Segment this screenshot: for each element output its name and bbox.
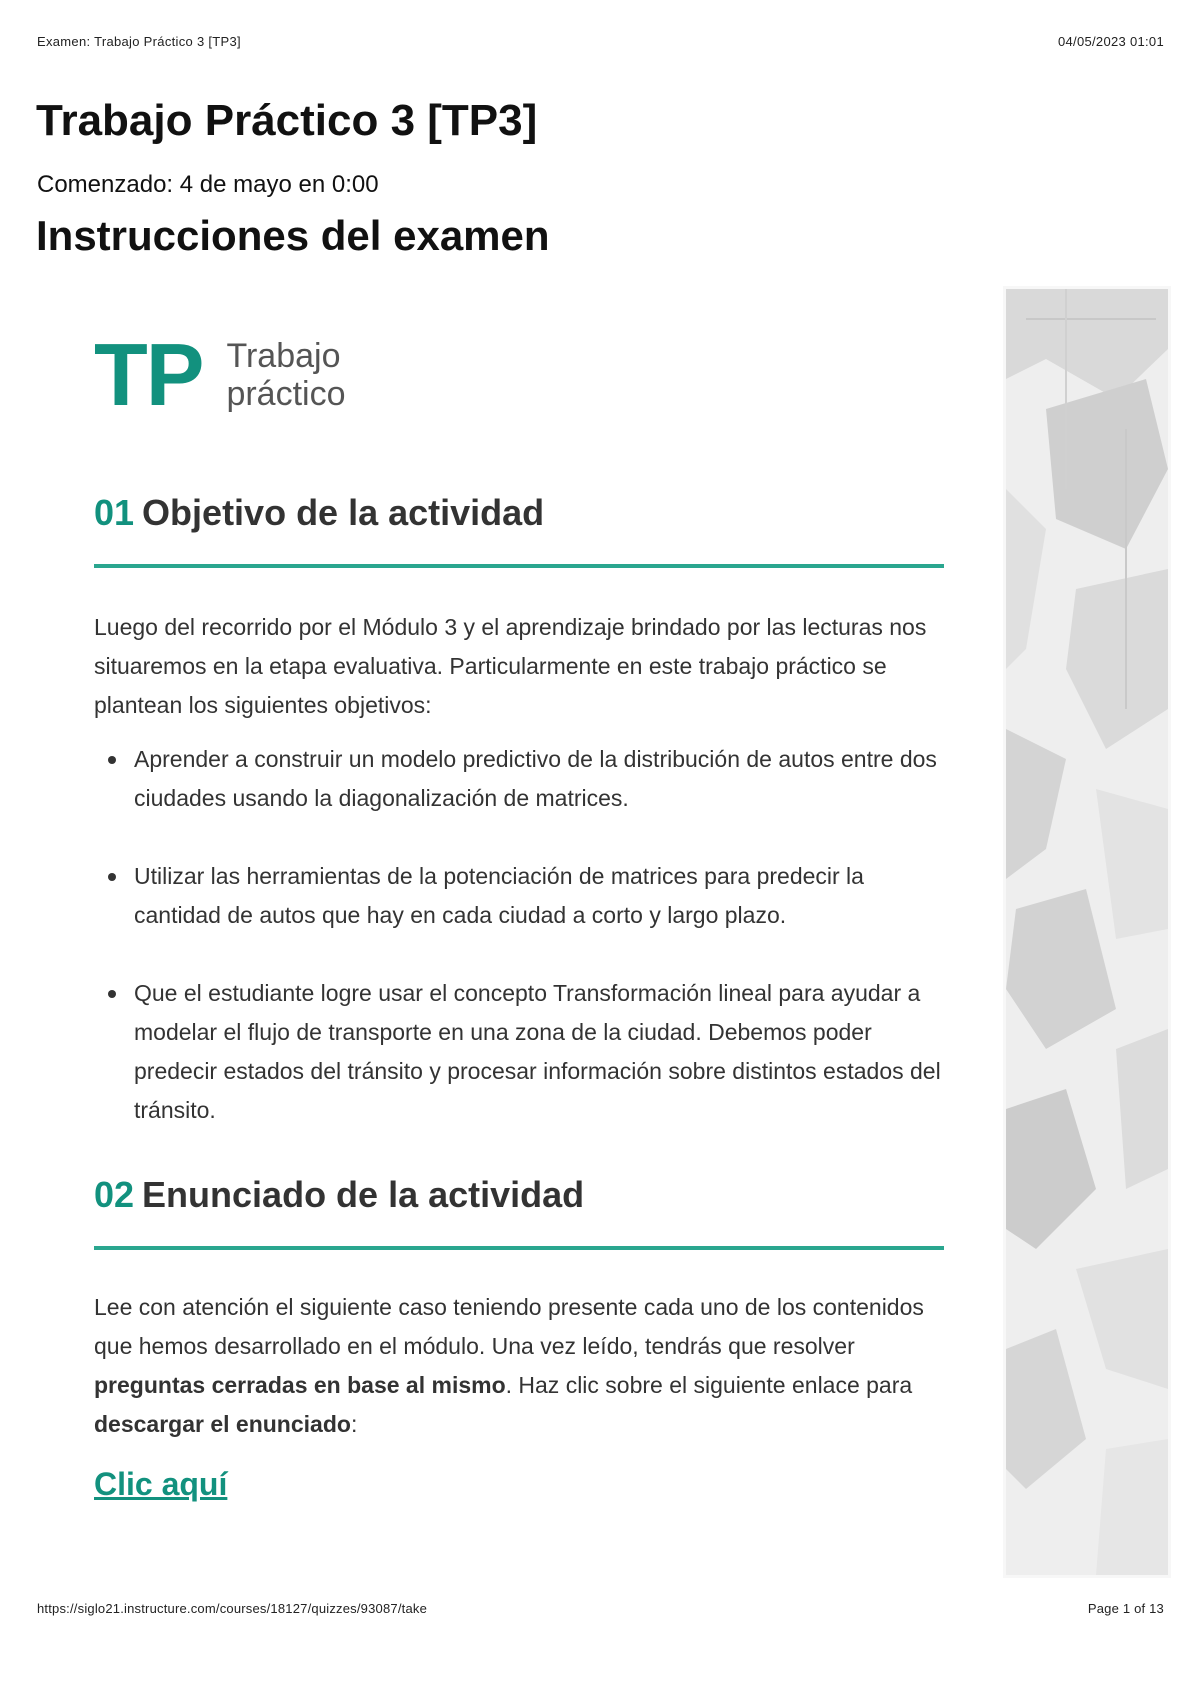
section-1-number: 01 [94, 492, 135, 533]
list-item: Que el estudiante logre usar el concepto Transformación lineal para ayudar a modelar el flujo de transporte en una zona de la ciudad. Debemos poder predecir estados del tránsito y procesar información sobre distintos estados del tránsito. [94, 974, 944, 1130]
section-2-divider [94, 1246, 944, 1250]
section-2-title: Enunciado de la actividad [142, 1174, 585, 1215]
instructions-heading: Instrucciones del examen [36, 212, 550, 259]
section-2-heading [94, 1174, 944, 1216]
list-item: Aprender a construir un modelo predictivo de la distribución de autos entre dos ciudades usando la diagonalización de matrices. [94, 740, 944, 818]
tp-logo-text [226, 337, 345, 413]
download-link[interactable]: Clic aquí [94, 1466, 228, 1502]
print-header-datetime: 04/05/2023 01:01 [1057, 34, 1164, 49]
section-2-number: 02 [94, 1174, 135, 1215]
tp-logo [94, 325, 944, 424]
print-footer-url: https://siglo21.instructure.com/courses/18127/quizzes/93087/take [37, 1601, 428, 1616]
instructions-content [94, 325, 944, 1503]
list-item: Utilizar las herramientas de la potenciación de matrices para predecir la cantidad de autos que hay en cada ciudad a corto y largo plazo. [94, 857, 944, 935]
abstract-pattern-graphic [1006, 289, 1168, 1575]
section-1-intro: Luego del recorrido por el Módulo 3 y el aprendizaje brindado por las lecturas nos situaremos en la etapa evaluativa. Particularmente en este trabajo práctico se plantean los siguientes objetivos: [94, 614, 927, 718]
tp-logo-mark: TP [94, 325, 203, 424]
section-2-paragraph [94, 1288, 944, 1444]
section-1-heading [94, 492, 944, 534]
section-2-text-3: : [350, 1411, 358, 1437]
started-info: Comenzado: 4 de mayo en 0:00 [37, 171, 379, 198]
tp-logo-line2: práctico [226, 375, 346, 413]
section-2-bold-1: preguntas cerradas en base al mismo [94, 1372, 506, 1398]
section-2-text-1: Lee con atención el siguiente caso teniendo presente cada uno de los contenidos que hemos desarrollado en el módulo. Una vez leído, tendrás que resolver [94, 1294, 924, 1359]
section-1-title: Objetivo de la actividad [142, 492, 545, 533]
section-1-divider [94, 564, 944, 568]
objectives-list [94, 740, 944, 1130]
print-footer-page: Page 1 of 13 [1087, 1601, 1164, 1616]
print-header-title: Examen: Trabajo Práctico 3 [TP3] [37, 34, 241, 49]
section-2-bold-2: descargar el enunciado [94, 1411, 351, 1437]
decorative-image [1003, 286, 1171, 1578]
section-2-text-2: . Haz clic sobre el siguiente enlace para [505, 1372, 913, 1398]
tp-logo-line1: Trabajo [226, 337, 341, 375]
page-title: Trabajo Práctico 3 [TP3] [36, 96, 538, 145]
